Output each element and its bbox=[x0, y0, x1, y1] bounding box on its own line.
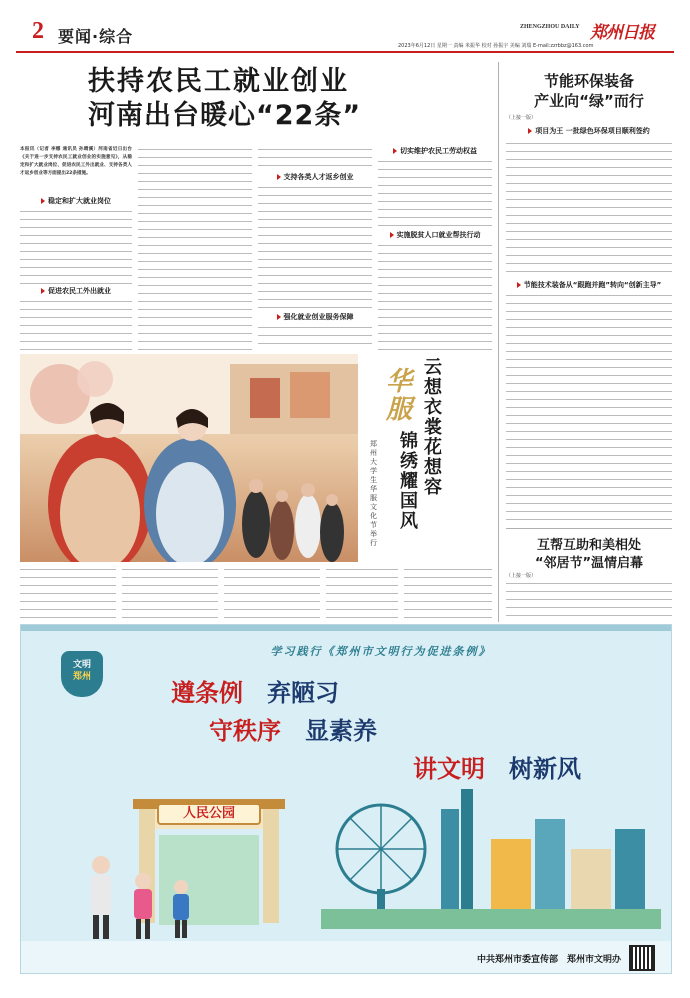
poster-header: 学习践行《郑州市文明行为促进条例》 bbox=[270, 645, 492, 658]
text-block bbox=[378, 158, 492, 228]
right-continued: （上接一版） bbox=[506, 115, 537, 121]
paper-name-en: ZHENGZHOU DAILY bbox=[520, 24, 580, 30]
text-block bbox=[20, 208, 132, 284]
subhead-6 bbox=[378, 230, 492, 240]
page-number: 2 bbox=[32, 18, 44, 44]
city-badge bbox=[61, 651, 103, 697]
right-subhead-2 bbox=[506, 280, 672, 290]
right-title-line2: 产业向“绿”而行 bbox=[534, 92, 644, 110]
dateline: 2023年6月12日 星期一 责编 米振华 校对 孙振宇 美编 刘瑞 E-mail:zzrbbz@163.com bbox=[398, 43, 594, 49]
photo-illustration bbox=[20, 354, 358, 562]
text-block bbox=[404, 566, 492, 618]
subhead-4 bbox=[258, 312, 372, 322]
side-continued: （上接一版） bbox=[506, 573, 537, 579]
header-rule bbox=[16, 51, 674, 53]
feature-title-main-text: 云想衣裳花想容 bbox=[424, 357, 442, 498]
feature-title-main bbox=[424, 358, 446, 498]
subhead-5-text: 切实维护农民工劳动权益 bbox=[400, 147, 477, 155]
text-block bbox=[506, 580, 672, 616]
section-divider bbox=[506, 528, 672, 529]
poster-footer-org: 中共郑州市委宣传部 郑州市文明办 bbox=[476, 955, 621, 965]
text-block bbox=[506, 140, 672, 278]
subhead-3-text: 支持各类人才返乡创业 bbox=[283, 173, 354, 181]
subhead-1-text: 稳定和扩大就业岗位 bbox=[48, 197, 111, 205]
feature-title-sub bbox=[400, 432, 422, 532]
main-title-line2: 河南出台暖心“22条” bbox=[88, 100, 362, 131]
civility-poster bbox=[20, 624, 672, 974]
right-subhead-1-text: 项目为王 一批绿色环保项目顺利签约 bbox=[535, 127, 650, 135]
feature-photo bbox=[20, 354, 358, 562]
side-title-line1: 互帮互助和美相处 bbox=[536, 538, 641, 553]
slogan-line3-b: 树新风 bbox=[509, 754, 581, 783]
subhead-5 bbox=[378, 146, 492, 156]
section-title: 要闻·综合 bbox=[58, 27, 134, 46]
subhead-2 bbox=[20, 286, 132, 296]
triangle-icon bbox=[528, 128, 532, 134]
triangle-icon bbox=[41, 198, 45, 204]
text-block bbox=[122, 566, 218, 618]
slogan-line2-a: 守秩序 bbox=[209, 716, 281, 745]
triangle-icon bbox=[277, 314, 281, 320]
text-block bbox=[258, 184, 372, 310]
triangle-icon bbox=[390, 232, 394, 238]
paper-logo: 郑州日报 bbox=[590, 23, 654, 43]
right-subhead-1 bbox=[506, 126, 672, 136]
park-sign-text: 人民公园 bbox=[182, 806, 235, 821]
triangle-icon bbox=[393, 148, 397, 154]
text-block bbox=[20, 566, 116, 618]
subhead-4-text: 强化就业创业服务保障 bbox=[283, 313, 354, 321]
feature-title-art bbox=[386, 368, 420, 424]
right-subhead-2-text: 节能技术装备从“跟跑并跑”转向“创新主导” bbox=[523, 281, 662, 289]
triangle-icon bbox=[41, 288, 45, 294]
slogan-line1-b: 弃陋习 bbox=[267, 678, 339, 707]
column-divider bbox=[498, 62, 499, 622]
badge-top-text: 文明 bbox=[72, 660, 91, 670]
main-lead bbox=[20, 146, 132, 194]
feature-caption-org bbox=[370, 440, 382, 548]
slogan-line1-a: 遵条例 bbox=[171, 678, 243, 707]
text-block bbox=[326, 566, 398, 618]
people-illustration bbox=[81, 851, 201, 941]
text-block bbox=[378, 242, 492, 350]
text-block bbox=[506, 292, 672, 524]
park-sign bbox=[157, 803, 261, 825]
poster-top-stripe bbox=[21, 625, 672, 631]
right-title-line1: 节能环保装备 bbox=[543, 72, 634, 90]
feature-title-sub-text: 锦绣耀国风 bbox=[400, 431, 418, 532]
feature-caption-org-text: 郑州大学生华服文化节举行 bbox=[370, 440, 377, 547]
subhead-3 bbox=[258, 172, 372, 182]
badge-bottom-text: 郑州 bbox=[72, 672, 91, 682]
slogan-line2-b: 显素养 bbox=[305, 716, 377, 745]
text-block bbox=[258, 324, 372, 350]
subhead-2-text: 促进农民工外出就业 bbox=[48, 287, 111, 295]
slogan-line3-a: 讲文明 bbox=[413, 754, 485, 783]
side-title-line2: “邻居节”温情启幕 bbox=[534, 556, 644, 571]
text-block bbox=[20, 298, 132, 350]
feature-title-art-text: 华服 bbox=[386, 367, 413, 425]
triangle-icon bbox=[517, 282, 521, 288]
text-block bbox=[224, 566, 320, 618]
qr-code-icon bbox=[629, 945, 655, 971]
text-block bbox=[138, 146, 252, 350]
city-skyline-illustration bbox=[321, 789, 661, 929]
triangle-icon bbox=[277, 174, 281, 180]
main-title-line1: 扶持农民工就业创业 bbox=[88, 66, 349, 97]
subhead-1 bbox=[20, 196, 132, 206]
subhead-6-text: 实施脱贫人口就业帮扶行动 bbox=[396, 231, 481, 239]
main-lead-text: 本报讯（记者 李娜 通讯员 孙晴溪）河南省近日出台《关于进一步支持农民工就业创业的实施意见》，从稳定和扩大就业岗位、促进农民工外出就业、支持各类人才返乡创业等方面提出22条措施。 bbox=[20, 147, 132, 176]
text-block bbox=[258, 146, 372, 170]
